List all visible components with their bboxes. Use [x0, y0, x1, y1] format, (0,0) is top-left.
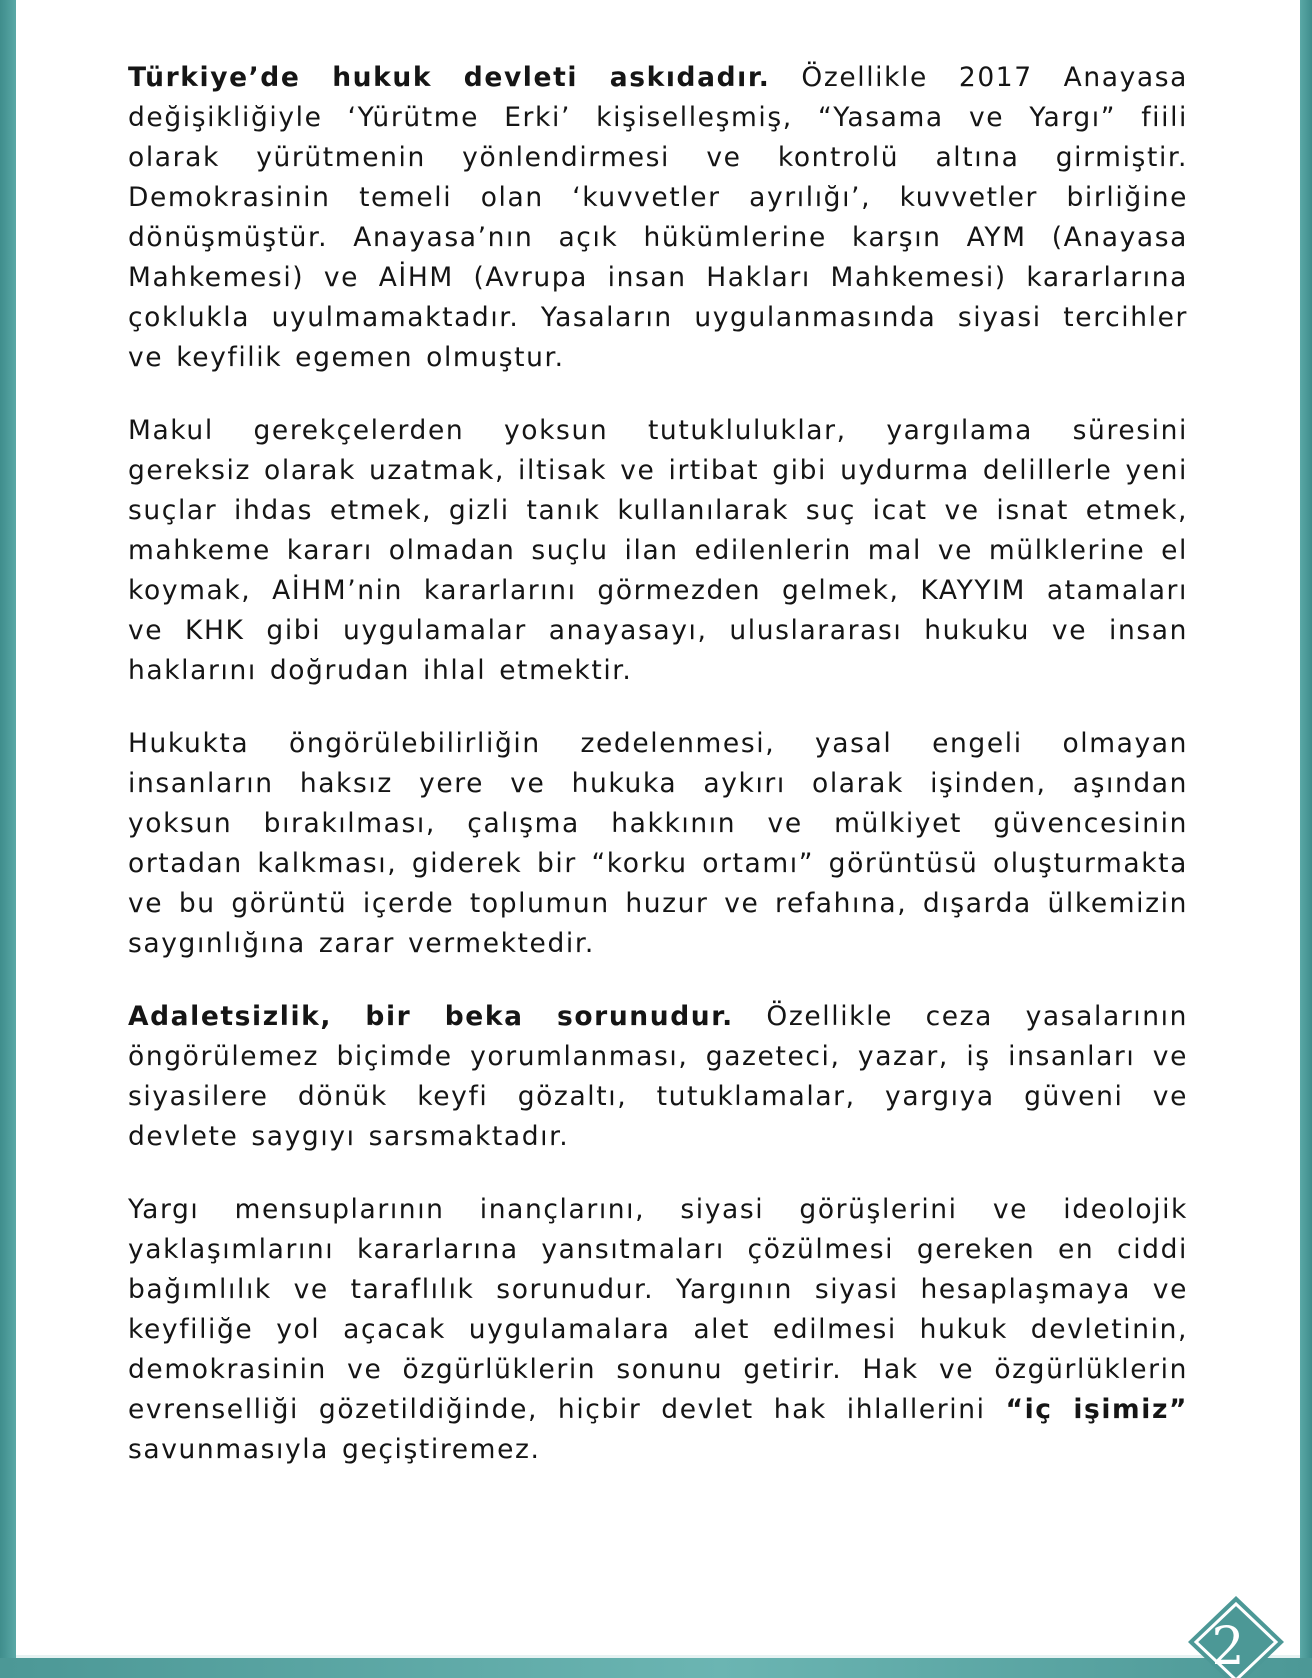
- paragraph-text-end: savunmasıyla geçiştiremez.: [128, 1434, 541, 1465]
- paragraph-text: Özellikle ceza yasalarının öngörülemez biçimde yorumlanması, gazeteci, yazar, iş insanları ve siyasilere dönük keyfi gözaltı, tutuklamalar, yargıya güveni ve devlete saygıyı sarsmaktadır.: [128, 1001, 1188, 1152]
- paragraph-text: Özellikle 2017 Anayasa değişikliğiyle ‘Yürütme Erki’ kişiselleşmiş, “Yasama ve Yargı” fiili olarak yürütmenin yönlendirmesi ve kontrolü altına girmiştir. Demokrasinin temeli olan ‘kuvvetler ayrılığı’, kuvvetler birliğine dönüşmüştür. Anayasa’nın açık hükümlerine karşın AYM (Anayasa Mahkemesi) ve AİHM (Avrupa insan Hakları Mahkemesi) kararlarına çoklukla uyulmamaktadır. Yasaların uygulanmasında siyasi tercihler ve keyfilik egemen olmuştur.: [128, 62, 1188, 373]
- paragraph-detentions: [128, 411, 1188, 691]
- paragraph-predictability: [128, 724, 1188, 964]
- page-number: 2: [1211, 1617, 1245, 1677]
- paragraph-lead-bold: Adaletsizlik, bir beka sorunudur.: [128, 1001, 734, 1032]
- document-body: [128, 58, 1188, 1470]
- paragraph-injustice: [128, 997, 1188, 1157]
- paragraph-rule-of-law: [128, 58, 1188, 378]
- paragraph-inline-bold: “iç işimiz”: [1005, 1394, 1188, 1425]
- paragraph-judiciary: [128, 1190, 1188, 1470]
- paragraph-text: Makul gerekçelerden yoksun tutukluluklar, yargılama süresini gereksiz olarak uzatmak, iltisak ve irtibat gibi uydurma delillerle yeni suçlar ihdas etmek, gizli tanık kullanılarak suç icat ve isnat etmek, mahkeme kararı olmadan suçlu ilan edilenlerin mal ve mülklerine el koymak, AİHM’nin kararlarını görmezden gelmek, KAYYIM atamaları ve KHK gibi uygulamalar anayasayı, uluslararası hukuku ve insan haklarını doğrudan ihlal etmektir.: [128, 415, 1188, 686]
- right-border: [1300, 0, 1312, 1678]
- paragraph-text: Hukukta öngörülebilirliğin zedelenmesi, yasal engeli olmayan insanların haksız yere ve hukuka aykırı olarak işinden, aşından yoksun bırakılması, çalışma hakkının ve mülkiyet güvencesinin ortadan kalkması, giderek bir “korku ortamı” görüntüsü oluşturmakta ve bu görüntü içerde toplumun huzur ve refahına, dışarda ülkemizin saygınlığına zarar vermektedir.: [128, 728, 1188, 959]
- paragraph-text: Yargı mensuplarının inançlarını, siyasi görüşlerini ve ideolojik yaklaşımlarını kararlarına yansıtmaları çözülmesi gereken en ciddi bağımlılık ve taraflılık sorunudur. Yargının siyasi hesaplaşmaya ve keyfiliğe yol açacak uygulamalara alet edilmesi hukuk devletinin, demokrasinin ve özgürlüklerin sonunu getirir. Hak ve özgürlüklerin evrenselliği gözetildiğinde, hiçbir devlet hak ihlallerini: [128, 1194, 1188, 1425]
- left-border: [0, 0, 16, 1678]
- paragraph-lead-bold: Türkiye’de hukuk devleti askıdadır.: [128, 62, 771, 93]
- bottom-border: [0, 1658, 1312, 1678]
